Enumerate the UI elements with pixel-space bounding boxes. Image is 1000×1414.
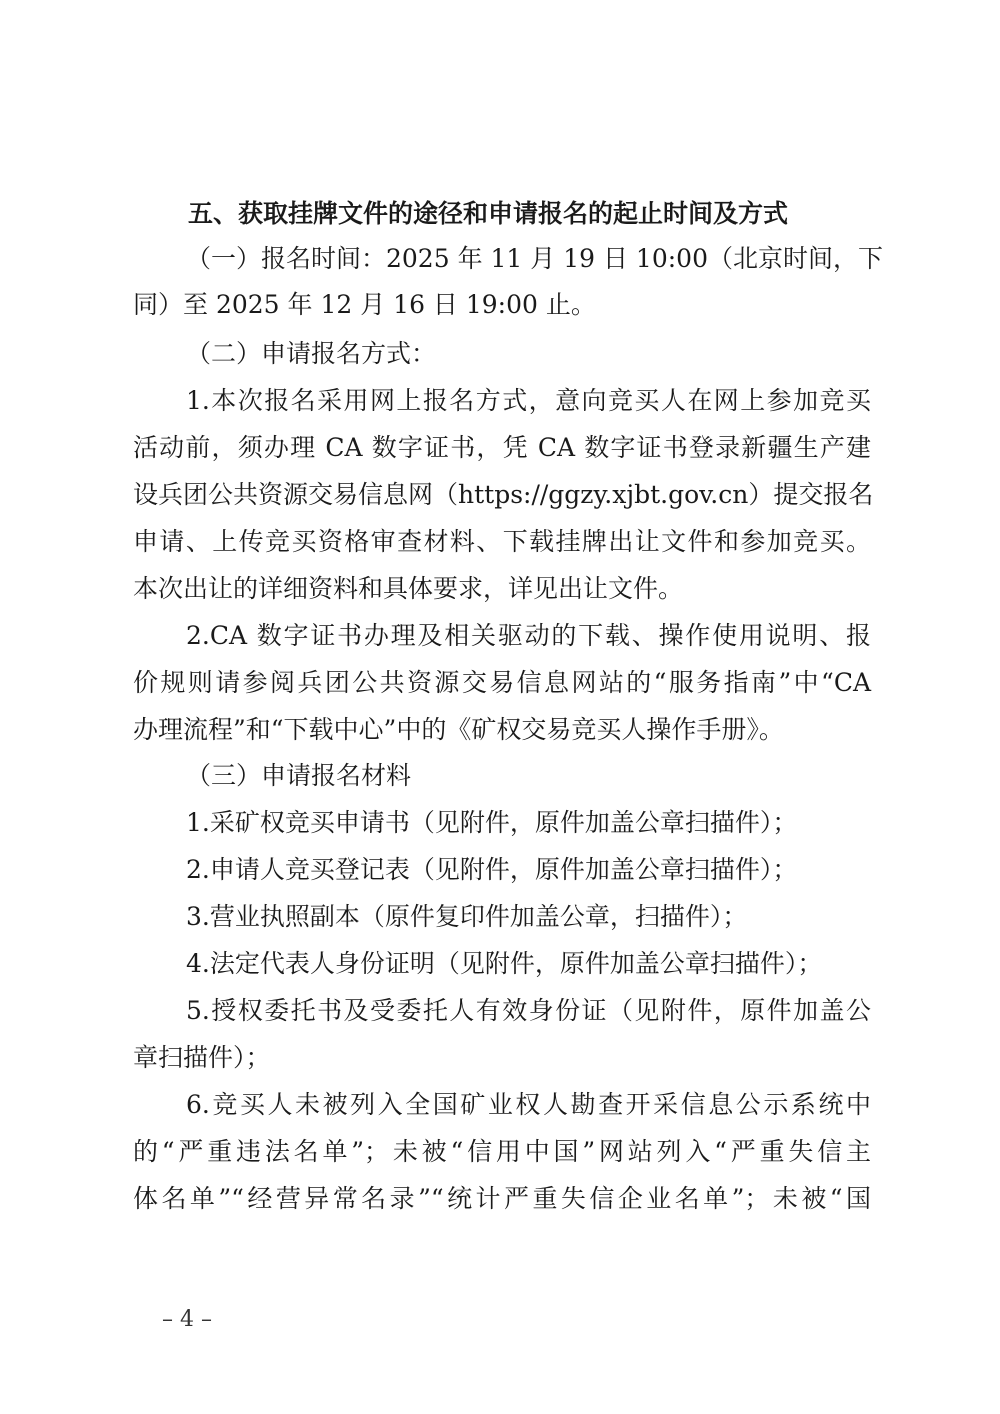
list-item-continuation: 体名单”“经营异常名录”“统计严重失信企业名单”；未被“国 — [133, 1184, 871, 1213]
subsection-heading: （二）申请报名方式： — [186, 339, 437, 368]
list-item: 2.申请人竞买登记表（见附件，原件加盖公章扫描件）； — [186, 855, 798, 884]
list-item-continuation: 的“严重违法名单”；未被“信用中国”网站列入“严重失信主 — [133, 1137, 871, 1166]
paragraph-line: 价规则请参阅兵团公共资源交易信息网站的“服务指南”中“CA — [133, 668, 871, 697]
list-item-continuation: 章扫描件）； — [133, 1043, 271, 1072]
section-heading: 五、获取挂牌文件的途径和申请报名的起止时间及方式 — [188, 199, 789, 228]
list-item: 6.竞买人未被列入全国矿业权人勘查开采信息公示系统中 — [186, 1090, 871, 1119]
paragraph-line: 2.CA 数字证书办理及相关驱动的下载、操作使用说明、报 — [186, 621, 871, 650]
paragraph-line: 申请、上传竞买资格审查材料、下载挂牌出让文件和参加竞买。 — [133, 527, 871, 556]
page-number: – 4 – — [162, 1307, 212, 1332]
paragraph-line: 设兵团公共资源交易信息网（https://ggzy.xjbt.gov.cn）提交报名 — [133, 480, 874, 509]
paragraph-line: （一）报名时间：2025 年 11 月 19 日 10:00（北京时间，下 — [186, 244, 883, 273]
list-item: 4.法定代表人身份证明（见附件，原件加盖公章扫描件）； — [186, 949, 823, 978]
subsection-heading: （三）申请报名材料 — [186, 761, 412, 790]
list-item: 1.采矿权竞买申请书（见附件，原件加盖公章扫描件）； — [186, 808, 798, 837]
list-item: 5.授权委托书及受委托人有效身份证（见附件，原件加盖公 — [186, 996, 871, 1025]
paragraph-line: 本次出让的详细资料和具体要求，详见出让文件。 — [133, 574, 684, 603]
paragraph-line: 办理流程”和“下载中心”中的《矿权交易竞买人操作手册》。 — [133, 715, 784, 744]
paragraph-line: 同）至 2025 年 12 月 16 日 19:00 止。 — [133, 290, 596, 319]
paragraph-line: 1.本次报名采用网上报名方式，意向竞买人在网上参加竞买 — [186, 386, 871, 415]
list-item: 3.营业执照副本（原件复印件加盖公章，扫描件）； — [186, 902, 748, 931]
paragraph-line: 活动前，须办理 CA 数字证书，凭 CA 数字证书登录新疆生产建 — [133, 433, 871, 462]
